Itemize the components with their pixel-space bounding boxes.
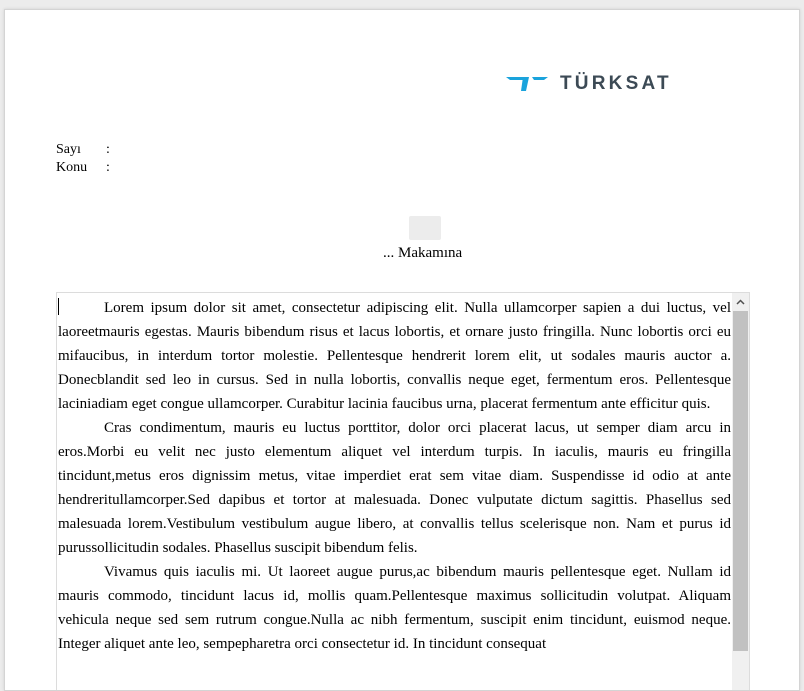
body-paragraph-1: Lorem ipsum dolor sit amet, consectetur adipiscing elit. Nulla ullamcorper sapien a dui luctus, vel laoreetmauris egestas. Mauris bibendum risus et lacus lobortis, et ornare justo fringilla. Nunc lobortis orci eu mifaucibus, in interdum tortor molestie. Pellentesque hendrerit lorem elit, ut sodales mauris auctor a. Donecblandit sed leo in cursus. Sed in nulla lobortis, convallis neque eget, fermentum eros. Pellentesque laciniadiam eget congue ullamcorper. Curabitur lacinia faucibus urna, placerat fermentum ante efficitur quis. [58, 300, 731, 412]
body-paragraph-2: Cras condimentum, mauris eu luctus porttitor, dolor orci placerat lacus, ut semper diam arcu in eros.Morbi eu velit nec justo elementum aliquet vel interdum turpis. In iaculis, mauris eu fringilla tincidunt,metus eros dignissim metus, vitae imperdiet erat sem vitae diam. Suspendisse id odio at ante hendreritullamcorper.Sed dapibus et tortor at malesuada. Donec vulputate dictum sagittis. Phasellus sed malesuada lorem.Vestibulum vestibulum augue libero, at convallis tellus scelerisque non. Nam et purus id purussollicitudin sodales. Phasellus suscipit bibendum felis. [58, 420, 731, 556]
addressee-placeholder-box[interactable] [409, 216, 441, 240]
sayi-separator: : [106, 142, 110, 157]
sayi-row [56, 141, 110, 159]
editor-scrollbar[interactable] [732, 293, 749, 691]
chevron-up-icon [736, 299, 745, 305]
konu-label: Konu [56, 160, 88, 175]
addressee-line: ... Makamına [383, 245, 463, 261]
turksat-logo [506, 72, 726, 96]
document-page [4, 9, 800, 691]
logo-wordmark: TÜRKSAT [560, 73, 672, 94]
sayi-label: Sayı [56, 142, 81, 157]
turksat-logo-mark-icon [506, 75, 548, 93]
document-meta [56, 141, 110, 177]
scrollbar-thumb[interactable] [733, 311, 748, 651]
konu-separator: : [106, 160, 110, 175]
body-text-content[interactable] [58, 296, 731, 656]
konu-row [56, 159, 110, 177]
body-text-editor[interactable] [56, 292, 750, 691]
body-paragraph-3: Vivamus quis iaculis mi. Ut laoreet augue purus,ac bibendum mauris pellentesque eget. Nullam id mauris commodo, tincidunt lacus id, mollis quam.Pellentesque maximus sollicitudin volutpat. Aliquam vehicula neque sed sem rutrum congue.Nulla ac nibh fermentum, suscipit enim tincidunt, euismod neque. Integer aliquet ante leo, sempepharetra orci consectetur id. In tincidunt consequat [58, 564, 731, 652]
scroll-up-button[interactable] [732, 293, 749, 310]
